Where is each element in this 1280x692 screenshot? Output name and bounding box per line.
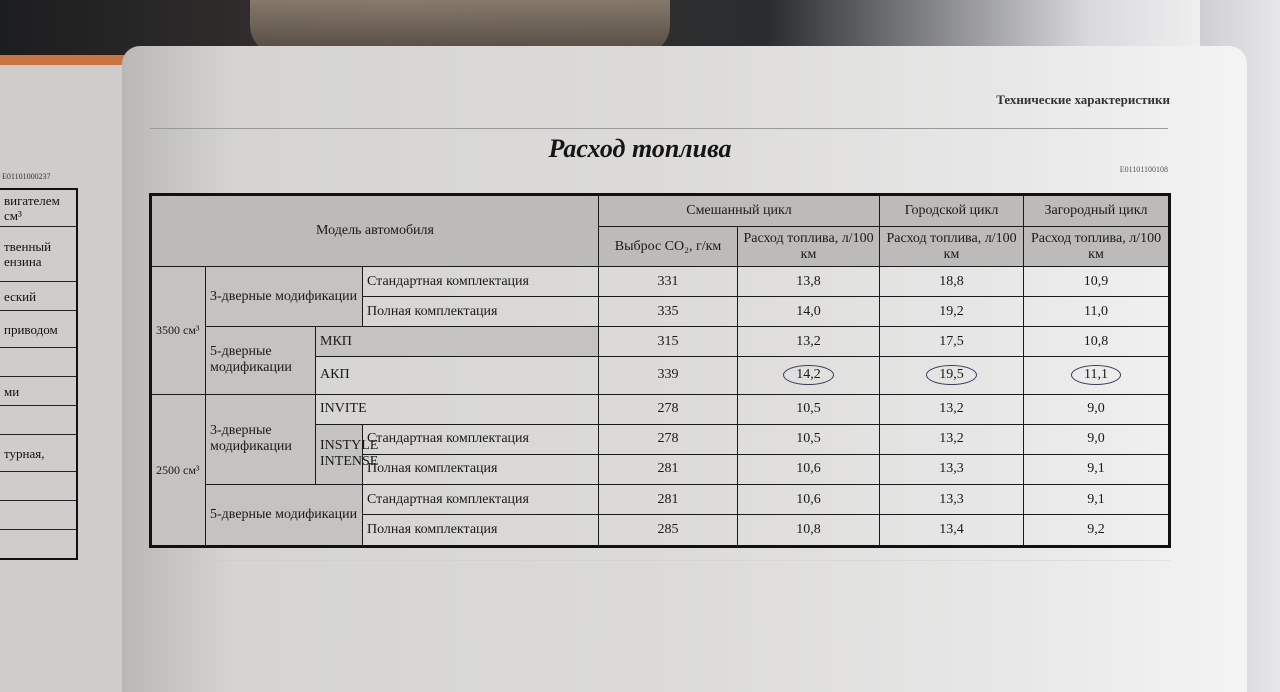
mixed-cell: 14,0 (738, 297, 880, 327)
faded-bleedthrough (180, 560, 1170, 641)
highway-cell: 10,9 (1024, 267, 1170, 297)
left-page-code: E01101000237 (2, 172, 51, 181)
page-header: Технические характеристики (996, 92, 1170, 107)
city-cell: 13,3 (880, 454, 1024, 484)
highway-cell: 9,2 (1024, 515, 1170, 547)
city-cell: 13,2 (880, 424, 1024, 454)
co2-cell: 281 (599, 454, 738, 484)
city-cell: 17,5 (880, 327, 1024, 357)
three-door-mods-2500: 3-дверные модификации (206, 394, 316, 484)
left-row (0, 406, 77, 435)
trim-full: Полная комплектация (363, 454, 599, 484)
co2-cell: 281 (599, 484, 738, 514)
header-mixed-cycle: Смешанный цикл (599, 195, 880, 227)
five-door-mods-2500: 5-дверные модификации (206, 484, 363, 546)
gearbox-mkp: МКП (316, 327, 599, 357)
engine-2500: 2500 см³ (151, 394, 206, 546)
left-row: еский (0, 282, 77, 311)
highway-cell: 9,0 (1024, 394, 1170, 424)
trim-standard: Стандартная комплектация (363, 424, 599, 454)
circled-city-value: 19,5 (926, 365, 977, 385)
three-door-mods: 3-дверные модификации (206, 267, 363, 327)
trim-full: Полная комплектация (363, 515, 599, 547)
city-cell: 19,2 (880, 297, 1024, 327)
mixed-cell: 10,6 (738, 484, 880, 514)
co2-cell: 315 (599, 327, 738, 357)
mixed-cell: 10,5 (738, 424, 880, 454)
trim-invite: INVITE (316, 394, 599, 424)
left-row: вигателем см³ (0, 189, 77, 227)
header-fuel-mixed: Расход топлива, л/100 км (738, 227, 880, 267)
left-row (0, 348, 77, 377)
five-door-mods: 5-дверные модификации (206, 327, 316, 394)
co2-cell: 331 (599, 267, 738, 297)
highway-cell: 9,0 (1024, 424, 1170, 454)
left-row: ми (0, 377, 77, 406)
left-row: твенный ензина (0, 227, 77, 282)
engine-3500: 3500 см³ (151, 267, 206, 395)
circled-highway-value: 11,1 (1071, 365, 1121, 385)
highway-cell: 9,1 (1024, 454, 1170, 484)
circled-mixed-value: 14,2 (783, 365, 834, 385)
header-fuel-city: Расход топлива, л/100 км (880, 227, 1024, 267)
mixed-cell: 13,2 (738, 327, 880, 357)
gearbox-akp: АКП (316, 357, 599, 394)
co2-cell: 335 (599, 297, 738, 327)
trim-instyle-intense: INSTYLE INTENSE (316, 424, 363, 484)
header-co2: Выброс CO₂, г/км (599, 227, 738, 267)
co2-cell: 339 (599, 357, 738, 394)
city-cell: 13,2 (880, 394, 1024, 424)
city-cell: 18,8 (880, 267, 1024, 297)
highway-cell: 9,1 (1024, 484, 1170, 514)
co2-cell: 278 (599, 394, 738, 424)
left-row: турная, (0, 435, 77, 472)
mixed-cell: 10,6 (738, 454, 880, 484)
header-city-cycle: Городской цикл (880, 195, 1024, 227)
left-row: приводом (0, 311, 77, 348)
mixed-cell: 13,8 (738, 267, 880, 297)
page-title: Расход топлива (548, 134, 732, 163)
left-page-table (0, 188, 78, 560)
header-highway-cycle: Загородный цикл (1024, 195, 1170, 227)
trim-full: Полная комплектация (363, 297, 599, 327)
header-rule (150, 128, 1168, 129)
trim-standard: Стандартная комплектация (363, 484, 599, 514)
city-cell: 13,3 (880, 484, 1024, 514)
co2-cell: 278 (599, 424, 738, 454)
header-fuel-highway: Расход топлива, л/100 км (1024, 227, 1170, 267)
section-code: E01101100108 (1119, 165, 1168, 174)
highway-cell: 11,0 (1024, 297, 1170, 327)
left-row (0, 501, 77, 530)
city-cell: 13,4 (880, 515, 1024, 547)
mixed-cell: 10,8 (738, 515, 880, 547)
header-model: Модель автомобиля (151, 195, 599, 267)
highway-cell: 10,8 (1024, 327, 1170, 357)
co2-cell: 285 (599, 515, 738, 547)
left-row (0, 530, 77, 560)
trim-standard: Стандартная комплектация (363, 267, 599, 297)
mixed-cell: 10,5 (738, 394, 880, 424)
fuel-consumption-table (149, 193, 1171, 548)
left-row (0, 472, 77, 501)
